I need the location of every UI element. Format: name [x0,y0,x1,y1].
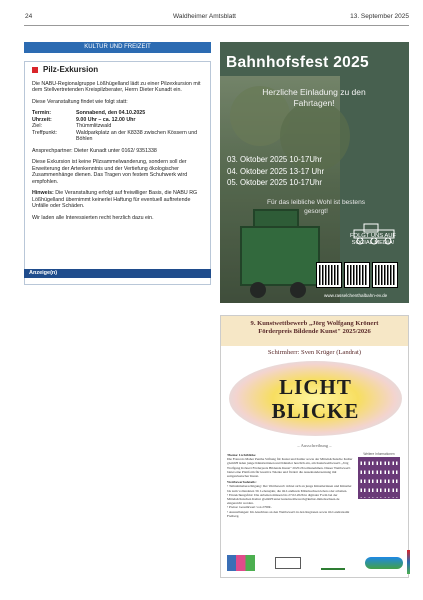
ad-catering-note: Für das leibliche Wohl ist bestens gesorgt! [266,199,366,215]
locomotive-body [240,226,320,286]
ad-date-line: 05. Oktober 2025 10-17Uhr [227,178,322,187]
ad-title: Bahnhofsfest 2025 [226,54,369,71]
detail-key: Treffpunkt: [32,129,58,136]
kw-art-word1: LICHT [279,375,352,399]
article-intro: Die NABU-Regionalgruppe Lößhügelland lädt zu einer Pilzexkursion mit dem Stellvertretenden Kreispilzberater, Herrn Dieter Kunadt ein. [32,80,201,93]
article-body: Diese Exkursion ist keine Pilzsammelwanderung, sondern soll der Erweiterung der Artenkenntnis und der Vertiefung ökologischer Zusammenhänge dienen. Das Tragen von festem Schuhwerk wird empfohlen. [32,159,188,185]
kw-title-line2: Förderpreis Bildende Kunst" 2025/2026 [258,328,371,335]
ad-kunstwettbewerb [220,315,409,578]
kw-text4: • Preise: Gesamtwert von 2700€. [227,505,272,510]
detail-value: 9.00 Uhr – ca. 12.00 Uhr [76,116,136,123]
detail-value: Sonnabend, den 04.10.2025 [76,110,146,116]
detail-key: Uhrzeit: [32,116,52,123]
title-square-icon [32,67,38,73]
article-title-row [32,67,203,74]
ad-date-line: 03. Oktober 2025 10-17Uhr [227,155,322,164]
hint-label: Hinweis: [32,190,54,196]
issue-date: 13. September 2025 [350,13,409,20]
kw-art-word2: BLICKE [271,399,360,423]
kw-artwork [229,361,402,436]
kw-criteria-label: Wettbewerbsdetails: [227,480,257,485]
header-divider [24,25,409,26]
category-bar: KULTUR UND FREIZEIT [24,42,211,53]
qr-code-icon[interactable] [345,263,369,287]
kw-ausschreibung: – Ausschreibung – [297,443,332,448]
locomotive-wheel [250,282,266,298]
locomotive-wheel [290,282,306,298]
article-details [32,110,203,143]
kw-sponsor-logos [227,554,403,572]
detail-row-treffpunkt [32,130,203,143]
kw-body [227,453,353,518]
detail-key: Ziel: [32,123,43,129]
kw-text3: • Einreichungsfrist: Die Arbeiten müssen bis 27.02.2026 in digitaler Form bei der Mittelsächsischen Kultur gGmbH unter kunstwettbewerb@kultur-mittelsachsen.de eingereicht werden. [227,492,340,506]
kw-text2: • Teilnahmeberechtigung: Der Wettbewerb richtet sich an junge Künstlerinnen und Künstler bis zum vollendeten 30. Lebensjahr, die im Landkreis Mittelsachsen leben oder arbeiten. [227,484,352,493]
page-number: 24 [25,13,33,20]
article-closing: Wir laden alle Interessierten recht herzlich dazu ein. [32,214,154,221]
ad-url[interactable]: www.rasselchenthalbahn-ev.de [324,293,388,298]
ad-label-bar: Anzeige(n) [24,269,211,278]
kw-patron: Schirmherr: Sven Krüger (Landrat) [267,349,362,356]
article-hint [32,190,203,210]
qr-codes [317,263,397,287]
qr-code-icon[interactable] [358,457,400,499]
qr-code-icon[interactable] [373,263,397,287]
article-title: Pilz-Exkursion [43,65,99,74]
kw-title-line1: 9. Kunstwettbewerb „Jörg Wolfgang Krönert [250,320,379,327]
sponsor-logo-icon [227,555,255,571]
kw-header [221,316,408,346]
kw-theme: Thema: Lichtblicke [227,453,256,457]
kw-text1: Die Francois Maher Penthe Stiftung für Kunst und Kultur sowie der Mittelsächsische Kultur gGmbH laden junge Künstlerinnen und Künstler herzlich ein, am Kunstwettbewerb „Jörg Wolfgang Krönert Förderpreis Bildende Kunst" 2025/26 teilzunehmen. Dieser Wettbewerb bietet eine Plattform für kreative Talente und fördert die Auseinandersetzung mit zeitgenössischer Kunst. [227,457,353,479]
side-color-strip [407,550,410,574]
ad-date-line: 04. Oktober 2025 13-17 Uhr [227,166,325,176]
sponsor-logo-icon [321,556,345,570]
hint-text: Die Veranstaltung erfolgt auf freiwilliger Basis, die NABU RG Lößhügelland übernimmt keinerlei Haftung für eventuell auftretende Unfälle oder Schäden. [32,190,198,209]
ad-invitation: Herzliche Einladung zu den Fahrtagen! [262,87,366,108]
sponsor-logo-icon [365,557,403,569]
detail-value: Thümmlitzwald [76,123,112,129]
kw-qr-label: Weitere Informationen [363,452,395,456]
ad-social-note: FOLGT UNS AUF SOCIAL MEDIA! [350,233,396,246]
article-pilz-exkursion [24,61,211,285]
detail-key: Termin: [32,110,52,116]
publication-name: Waldheimer Amtsblatt [173,13,236,20]
qr-code-icon[interactable] [317,263,341,287]
kw-text5: • Ausstellungen: Im Anschluss an den Wettbewerb in den Regionen sowie im Landratsamt Freiberg. [227,509,350,518]
detail-value: Waldparkplatz an der K8338 zwischen Kössern und Böhlen [76,129,198,142]
ad-dates [227,154,324,189]
ad-bahnhofsfest [220,42,409,303]
page-header [25,13,409,23]
sponsor-logo-icon [275,557,301,569]
article-schedule-intro: Diese Veranstaltung findet wie folgt statt: [32,98,128,105]
article-contact: Ansprechpartner: Dieter Kunadt unter 0162/ 9351338 [32,147,157,154]
